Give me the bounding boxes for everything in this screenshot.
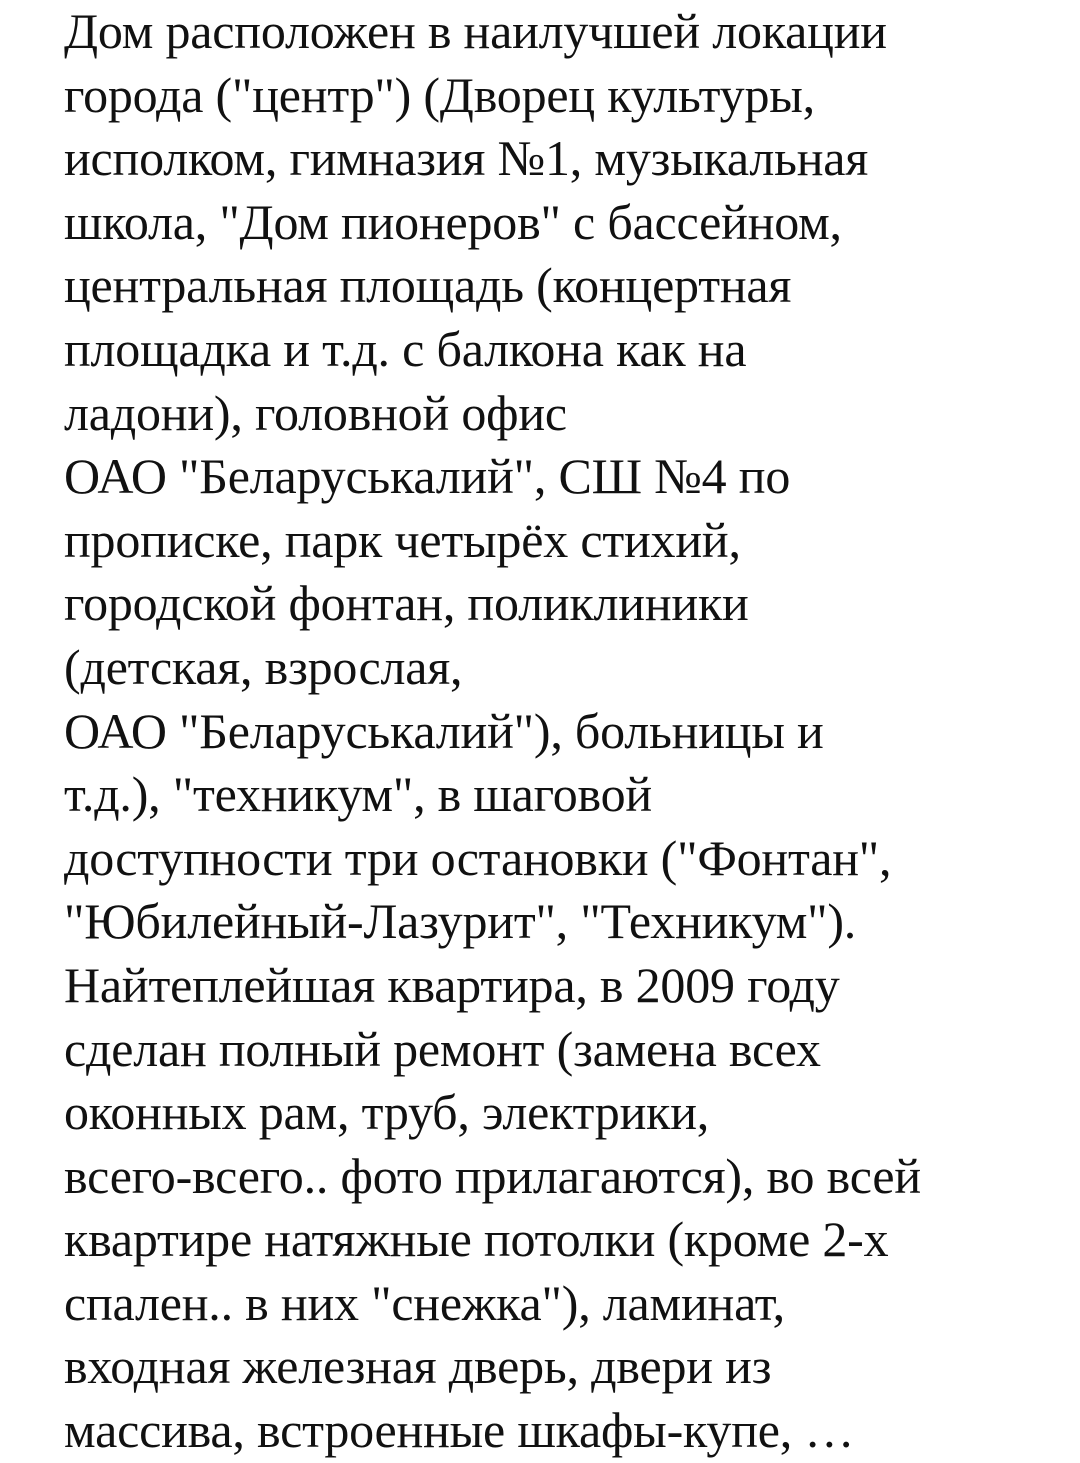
text-line: ОАО "Беларуськалий", СШ №4 по — [64, 448, 791, 505]
text-line: квартире натяжные потолки (кроме 2-х — [64, 1211, 889, 1268]
document-text — [64, 0, 1074, 1463]
text-line: "Юбилейный-Лазурит", "Техникум"). — [64, 893, 857, 950]
text-line: (детская, взрослая, — [64, 638, 463, 695]
text-line: школа, "Дом пионеров" с бассейном, — [64, 193, 842, 250]
text-line: доступности три остановки ("Фонтан", — [64, 829, 892, 886]
text-line: исполком, гимназия №1, музыкальная — [64, 130, 869, 187]
text-line: всего-всего.. фото прилагаются), во всей — [64, 1147, 921, 1204]
text-line: города ("центр") (Дворец культуры, — [64, 66, 815, 123]
text-line: ладони), головной офис — [64, 384, 567, 441]
text-line: массива, встроенные шкафы-купе, … — [64, 1402, 855, 1459]
text-line: городской фонтан, поликлиники — [64, 575, 749, 632]
text-line: площадка и т.д. с балкона как на — [64, 320, 747, 377]
text-line: ОАО "Беларуськалий"), больницы и — [64, 702, 824, 759]
text-line: Дом расположен в наилучшей локации — [64, 3, 887, 59]
text-line: входная железная дверь, двери из — [64, 1338, 772, 1395]
text-line: центральная площадь (концертная — [64, 257, 792, 314]
text-line: Найтеплейшая квартира, в 2009 году — [64, 956, 840, 1013]
text-line: сделан полный ремонт (замена всех — [64, 1020, 821, 1077]
text-line: спален.. в них "снежка"), ламинат, — [64, 1274, 785, 1331]
text-line: оконных рам, труб, электрики, — [64, 1084, 710, 1141]
text-line: прописке, парк четырёх стихий, — [64, 511, 741, 568]
text-line: т.д.), "техникум", в шаговой — [64, 766, 652, 823]
